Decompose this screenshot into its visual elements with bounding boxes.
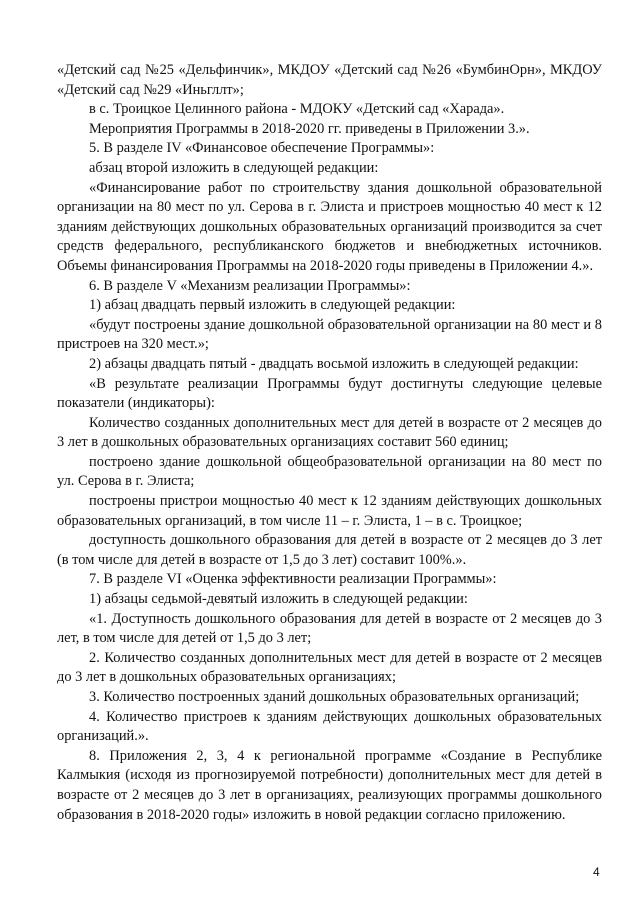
- paragraph: 2. Количество созданных дополнительных мест для детей в возрасте от 2 месяцев до 3 лет в дошкольных образовательных организациях;: [57, 649, 602, 686]
- paragraph: Количество созданных дополнительных мест для детей в возрасте от 2 месяцев до 3 лет в дошкольных образовательных организациях составит 560 единиц;: [57, 414, 602, 451]
- paragraph: в с. Троицкое Целинного района - МДОКУ «Детский сад «Харада».: [89, 101, 505, 118]
- paragraph: построены пристрои мощностью 40 мест к 12 зданиям действующих дошкольных образовательных организаций, в том числе 11 – г. Элиста, 1 – в с. Троицкое;: [57, 493, 602, 529]
- paragraph: «Финансирование работ по строительству здания дошкольной образовательной организации на 80 мест по ул. Серова в г. Элиста и пристроев мощностью 40 мест к 12 зданиям действующих дошкольных образовательных организаций производится за счет средств федерального, республиканского бюджетов и внебюджетных источников. Объемы финансирования Программы на 2018-2020 годы приведены в Приложении 4.».: [57, 179, 602, 274]
- paragraph: 5. В разделе IV «Финансовое обеспечение Программы»:: [89, 140, 435, 157]
- paragraph: 1) абзац двадцать первый изложить в следующей редакции:: [89, 297, 456, 314]
- paragraph: 6. В разделе V «Механизм реализации Программы»:: [89, 277, 411, 294]
- paragraph: Мероприятия Программы в 2018-2020 гг. приведены в Приложении 3.».: [89, 120, 530, 137]
- paragraph: построено здание дошкольной общеобразовательной организации на 80 мест по ул. Серова в г. Элиста;: [57, 453, 602, 490]
- paragraph: «1. Доступность дошкольного образования для детей в возрасте от 2 месяцев до 3 лет, в том числе для детей от 1,5 до 3 лет;: [57, 610, 602, 647]
- page-number: 4: [593, 865, 600, 879]
- paragraph: «будут построены здание дошкольной образовательной организации на 80 мест и 8 пристроев на 320 мест.»;: [57, 316, 602, 353]
- paragraph: 2) абзацы двадцать пятый - двадцать восьмой изложить в следующей редакции:: [89, 355, 579, 372]
- paragraph: «В результате реализации Программы будут достигнуты следующие целевые показатели (индикаторы):: [57, 375, 602, 412]
- paragraph: 8. Приложения 2, 3, 4 к региональной программе «Создание в Республике Калмыкия (исходя из прогнозируемой потребности) дополнительных мест для детей в возрасте от 2 месяцев до 3 лет в организациях, реализующих программы дошкольного образования в 2018-2020 годы» изложить в новой редакции согласно приложению.: [57, 747, 602, 823]
- paragraph: 3. Количество построенных зданий дошкольных образовательных организаций;: [89, 689, 580, 705]
- paragraph: 1) абзацы седьмой-девятый изложить в следующей редакции:: [89, 591, 468, 608]
- paragraph: доступность дошкольного образования для детей в возрасте от 2 месяцев до 3 лет (в том числе для детей в возрасте от 1,5 до 3 лет) составит 100%.».: [57, 532, 602, 568]
- paragraph: 4. Количество пристроев к зданиям действующих дошкольных образовательных организаций.».: [57, 708, 602, 745]
- paragraph: 7. В разделе VI «Оценка эффективности реализации Программы»:: [89, 571, 497, 588]
- document-body: [57, 61, 602, 825]
- paragraph: «Детский сад №25 «Дельфинчик», МКДОУ «Детский сад №26 «БумбинОрн», МКДОУ «Детский сад №29 «Иньгллт»;: [57, 62, 602, 98]
- paragraph: абзац второй изложить в следующей редакции:: [89, 159, 379, 176]
